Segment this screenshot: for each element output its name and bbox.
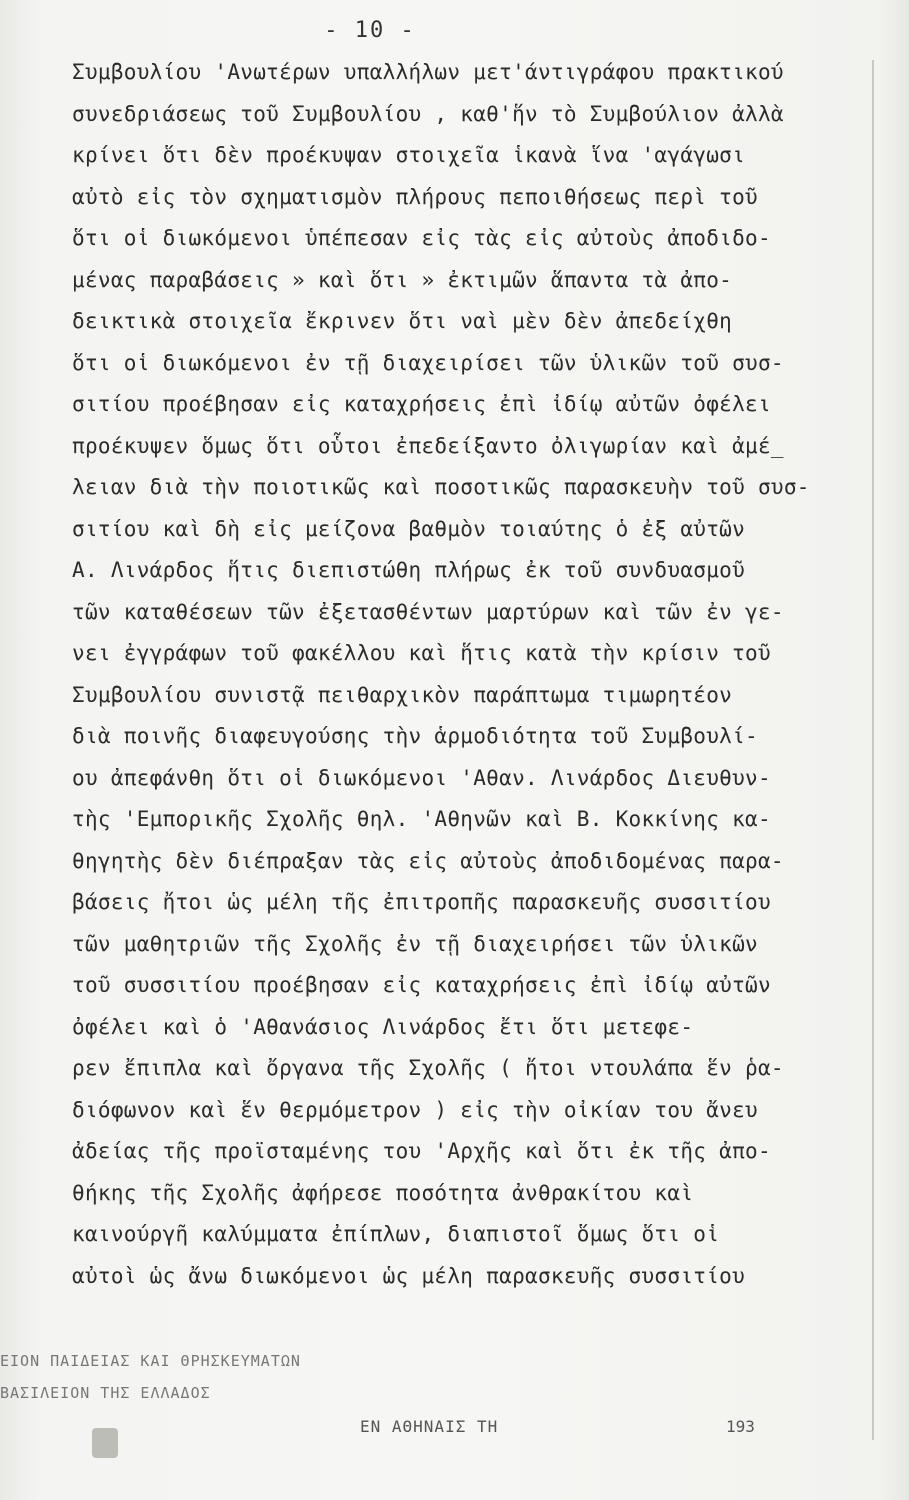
text-line: Συμβουλίου 'Ανωτέρων υπαλλήλων μετ'άντιγράφου πρακτικού [72, 60, 784, 84]
text-line: βάσεις ἤτοι ὡς μέλη τῆς ἐπιτροπῆς παρασκευῆς συσσιτίου [72, 890, 771, 914]
text-line: ὀφέλει καὶ ὁ 'Αθανάσιος Λινάρδος ἔτι ὅτι μετεφε- [72, 1014, 694, 1039]
text-line: αὐτὸ εἰς τὸν σχηματισμὸν πλήρους πεποιθήσεως περὶ τοῦ [72, 184, 758, 209]
text-line: νει ἐγγράφων τοῦ φακέλλου καὶ ἥτις κατὰ τὴν κρίσιν τοῦ [72, 641, 771, 665]
margin-stamp-text: ΕΙΟΝ ΠΑΙΔΕΙΑΣ ΚΑΙ ΘΡΗΣΚΕΥΜΑΤΩΝ [0, 1352, 301, 1370]
stamp-mark [92, 1428, 118, 1458]
text-line: μένας παραβάσεις » καὶ ὅτι » ἐκτιμῶν ἅπαντα τὰ ἀπο- [72, 267, 733, 292]
text-line: Α. Λινάρδος ἥτις διεπιστώθη πλήρως ἐκ τοῦ συνδυασμοῦ [72, 558, 746, 582]
footer-place: ΕΝ ΑΘΗΝΑΙΣ ΤΗ [360, 1417, 499, 1436]
page-number: - 10 - [324, 18, 416, 43]
text-line: κρίνει ὅτι δὲν προέκυψαν στοιχεῖα ἱκανὰ ἵνα 'αγάγωσι [72, 143, 746, 167]
text-line: δεικτικὰ στοιχεῖα ἔκρινεν ὅτι ναὶ μὲν δὲν ἀπεδείχθη [72, 309, 733, 333]
text-line: τῶν καταθέσεων τῶν ἐξετασθέντων μαρτύρων καὶ τῶν ἐν γε- [72, 599, 784, 624]
text-line: σιτίου καὶ δὴ εἰς μείζονα βαθμὸν τοιαύτης ὁ ἐξ αὐτῶν [72, 516, 746, 541]
footer-number: 193 [726, 1417, 755, 1436]
text-line: τοῦ συσσιτίου προέβησαν εἰς καταχρήσεις ἐπὶ ἰδίῳ αὐτῶν [72, 973, 771, 997]
margin-stamp-text: ΒΑΣΙΛΕΙΟΝ ΤΗΣ ΕΛΛΑΔΟΣ [0, 1384, 211, 1402]
text-line: Συμβουλίου συνιστᾷ πειθαρχικὸν παράπτωμα τιμωρητέον [72, 682, 733, 707]
text-line: αὐτοὶ ὡς ἄνω διωκόμενοι ὡς μέλη παρασκευῆς συσσιτίου [72, 1263, 746, 1288]
text-line: τὴς 'Εμπορικῆς Σχολῆς θηλ. 'Αθηνῶν καὶ Β. Κοκκίνης κα- [72, 807, 771, 831]
text-line: συνεδριάσεως τοῦ Συμβουλίου , καθ'ἥν τὸ Συμβούλιον ἀλλὰ [72, 101, 784, 126]
text-line: σιτίου προέβησαν εἰς καταχρήσεις ἐπὶ ἰδίῳ αὐτῶν ὀφέλει [72, 392, 771, 416]
text-line: τῶν μαθητριῶν τῆς Σχολῆς ἐν τῇ διαχειρήσει τῶν ὑλικῶν [72, 931, 758, 956]
text-line: ρεν ἔπιπλα καὶ ὄργανα τῆς Σχολῆς ( ἤτοι ντουλάπα ἕν ῥα- [72, 1056, 784, 1080]
text-line: λειαν διὰ τὴν ποιοτικῶς καὶ ποσοτικῶς παρασκευὴν τοῦ συσ- [72, 475, 810, 499]
text-line: ὅτι οἱ διωκόμενοι ὑπέπεσαν εἰς τὰς εἰς αὐτοὺς ἀποδιδο- [72, 226, 771, 250]
text-line: ὅτι οἱ διωκόμενοι ἐν τῇ διαχειρίσει τῶν ὑλικῶν τοῦ συσ- [72, 350, 784, 375]
text-line: διόφωνον καὶ ἕν θερμόμετρον ) εἰς τὴν οἰκίαν του ἄνευ [72, 1097, 758, 1122]
text-line: θήκης τῆς Σχολῆς ἀφήρεσε ποσότητα ἀνθρακίτου καὶ [72, 1180, 694, 1205]
text-line: καινούργῆ καλύμματα ἐπίπλων, διαπιστοῖ ὅμως ὅτι οἱ [72, 1222, 720, 1246]
text-line: ἀδείας τῆς προϊσταμένης του 'Αρχῆς καὶ ὅτι ἐκ τῆς ἀπο- [72, 1139, 771, 1163]
text-line: θηγητὴς δὲν διέπραξαν τὰς εἰς αὐτοὺς ἀποδιδομένας παρα- [72, 848, 784, 873]
text-line: προέκυψεν ὅμως ὅτι οὗτοι ἐπεδείξαντο ὀλιγωρίαν καὶ ἀμέ_ [72, 433, 784, 458]
text-line: ου ἀπεφάνθη ὅτι οἱ διωκόμενοι 'Αθαν. Λινάρδος Διευθυν- [72, 765, 771, 790]
body-text [72, 52, 882, 1297]
text-line: διὰ ποινῆς διαφευγούσης τὴν ἁρμοδιότητα τοῦ Συμβουλί- [72, 724, 758, 748]
